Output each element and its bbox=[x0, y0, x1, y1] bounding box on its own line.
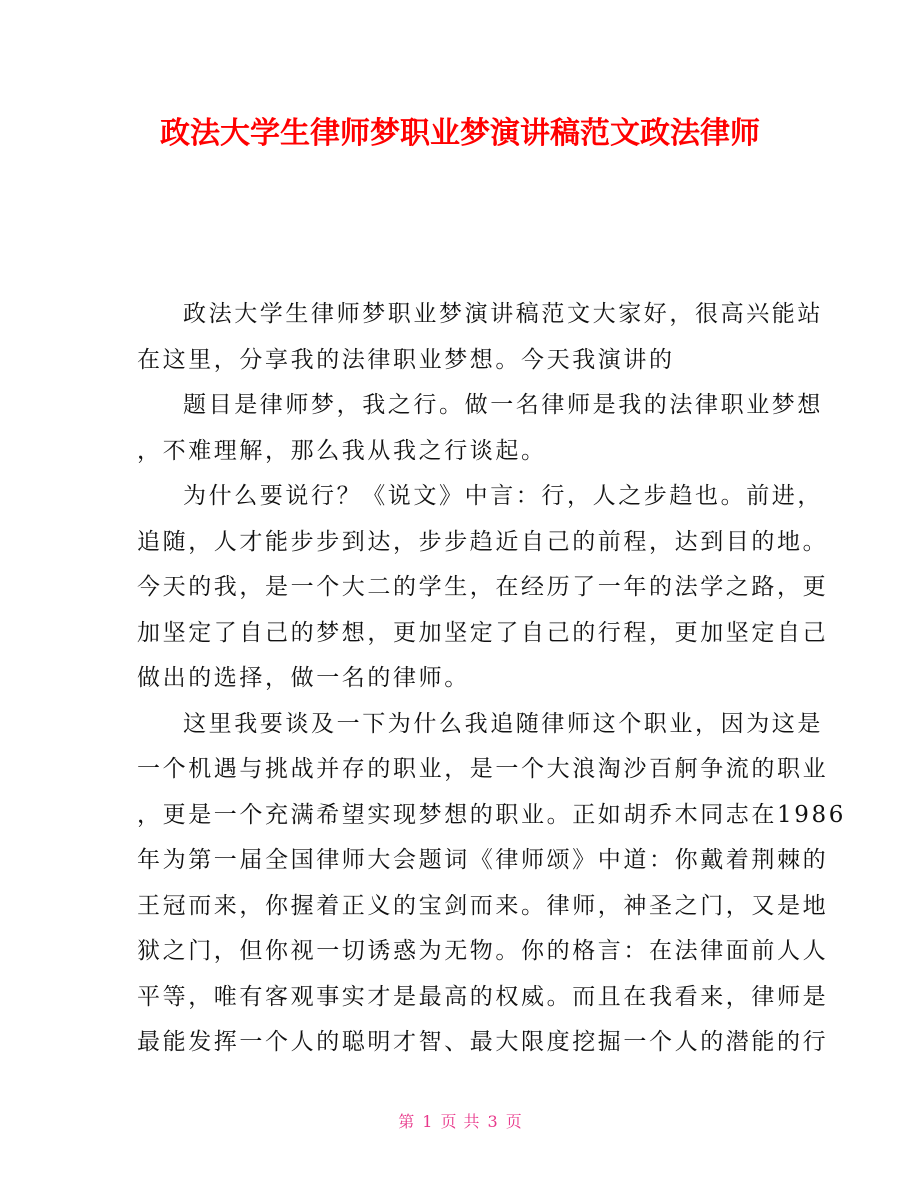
total-pages-number: 3 bbox=[487, 1112, 498, 1131]
body-line: 狱之门，但你视一切诱惑为无物。你的格言：在法律面前人人 bbox=[137, 938, 829, 964]
body-line: ，更是一个充满希望实现梦想的职业。正如胡乔木同志在1986 bbox=[137, 801, 846, 828]
body-line: 年为第一届全国律师大会题词《律师颂》中道：你戴着荆棘的 bbox=[137, 847, 829, 873]
body-line: 做出的选择，做一名的律师。 bbox=[137, 665, 470, 691]
body-line: 平等，唯有客观事实才是最高的权威。而且在我看来，律师是 bbox=[137, 983, 829, 1010]
footer-middle: 页 共 bbox=[440, 1112, 480, 1131]
body-line: 为什么要说行？《说文》中言：行，人之步趋也。前进， bbox=[183, 483, 823, 509]
body-line: 王冠而来，你握着正义的宝剑而来。律师，神圣之门，又是地 bbox=[137, 892, 829, 919]
footer-prefix: 第 bbox=[398, 1112, 415, 1131]
body-line: 题目是律师梦，我之行。做一名律师是我的法律职业梦想 bbox=[183, 392, 823, 418]
body-line: ，不难理解，那么我从我之行谈起。 bbox=[137, 437, 547, 464]
body-line: 这里我要谈及一下为什么我追随律师这个职业，因为这是 bbox=[183, 710, 823, 737]
body-line: 追随，人才能步步到达，步步趋近自己的前程，达到目的地。 bbox=[137, 528, 829, 555]
page-number-footer bbox=[0, 1110, 920, 1134]
body-line: 今天的我，是一个大二的学生，在经历了一年的法学之路，更 bbox=[137, 574, 829, 600]
body-line: 最能发挥一个人的聪明才智、最大限度挖掘一个人的潜能的行 bbox=[137, 1029, 829, 1055]
body-line: 一个机遇与挑战并存的职业，是一个大浪淘沙百舸争流的职业 bbox=[137, 756, 829, 782]
document-body bbox=[137, 292, 846, 1066]
footer-suffix: 页 bbox=[505, 1112, 522, 1131]
body-line: 在这里，分享我的法律职业梦想。今天我演讲的 bbox=[137, 346, 675, 373]
current-page-number: 1 bbox=[422, 1112, 433, 1131]
document-title: 政法大学生律师梦职业梦演讲稿范文政法律师 bbox=[160, 116, 760, 151]
body-line: 政法大学生律师梦职业梦演讲稿范文大家好，很高兴能站 bbox=[183, 301, 823, 327]
body-line: 加坚定了自己的梦想，更加坚定了自己的行程，更加坚定自己 bbox=[137, 619, 829, 646]
